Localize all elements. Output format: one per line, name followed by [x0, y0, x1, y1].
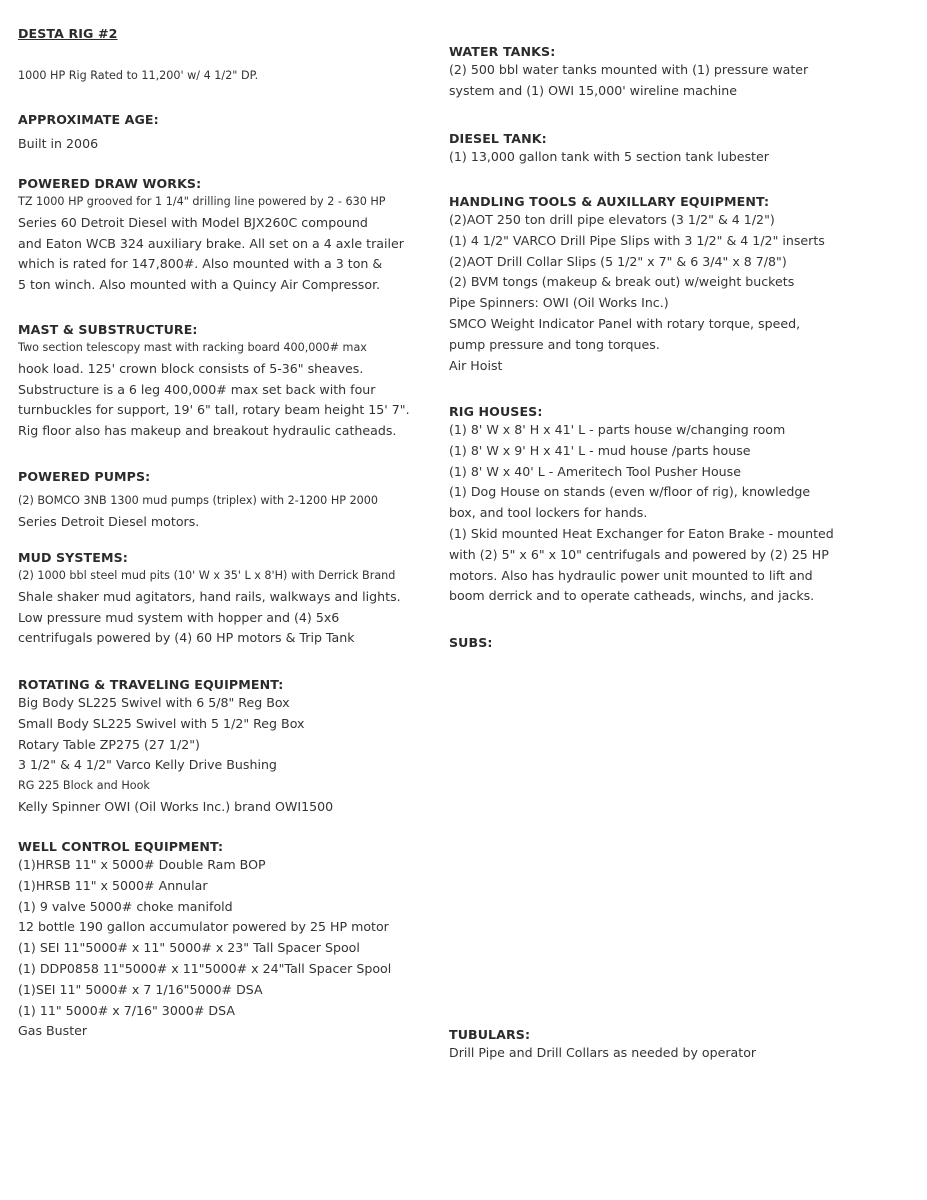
section-heading: WATER TANKS: — [449, 44, 556, 59]
section-line: SMCO Weight Indicator Panel with rotary torque, speed, — [449, 315, 801, 331]
section-line: (1)HRSB 11" x 5000# Annular — [18, 877, 208, 893]
section-line: and Eaton WCB 324 auxiliary brake. All set on a 4 axle trailer — [18, 235, 404, 251]
section-line: Low pressure mud system with hopper and (4) 5x6 — [18, 609, 340, 625]
section-line: pump pressure and tong torques. — [449, 336, 660, 352]
section-heading: ROTATING & TRAVELING EQUIPMENT: — [18, 677, 284, 692]
document-title: DESTA RIG #2 — [18, 26, 118, 41]
section-line: Small Body SL225 Swivel with 5 1/2" Reg Box — [18, 715, 305, 731]
section-line: (1) 9 valve 5000# choke manifold — [18, 898, 233, 914]
section-line: (1) 4 1/2" VARCO Drill Pipe Slips with 3 1/2" & 4 1/2" inserts — [449, 232, 825, 248]
section-line: (1) 8' W x 9' H x 41' L - mud house /parts house — [449, 442, 751, 458]
section-line: system and (1) OWI 15,000' wireline machine — [449, 82, 737, 98]
section-line: Shale shaker mud agitators, hand rails, walkways and lights. — [18, 588, 401, 604]
section-line: Gas Buster — [18, 1023, 88, 1039]
section-line: Substructure is a 6 leg 400,000# max set back with four — [18, 381, 376, 397]
section-diesel-tank — [449, 131, 909, 168]
section-line: (2) BVM tongs (makeup & break out) w/weight buckets — [449, 274, 795, 290]
section-line: 5 ton winch. Also mounted with a Quincy Air Compressor. — [18, 277, 381, 293]
section-line: (1) 13,000 gallon tank with 5 section tank lubester — [449, 149, 769, 164]
section-line: centrifugals powered by (4) 60 HP motors & Trip Tank — [18, 630, 355, 646]
section-line: boom derrick and to operate catheads, winchs, and jacks. — [449, 588, 815, 604]
section-mast-substructure — [18, 322, 428, 442]
rating-section — [18, 66, 428, 87]
title-section — [18, 26, 428, 42]
section-heading: TUBULARS: — [449, 1027, 531, 1042]
section-line: (1) 8' W x 40' L - Ameritech Tool Pusher House — [449, 463, 741, 479]
section-line: Air Hoist — [449, 357, 503, 373]
section-line: (1)HRSB 11" x 5000# Double Ram BOP — [18, 857, 266, 872]
section-mud-systems — [18, 550, 428, 649]
section-line: turnbuckles for support, 19' 6" tall, rotary beam height 15' 7". — [18, 402, 410, 418]
section-rotating-traveling-equipment — [18, 677, 428, 818]
section-line: with (2) 5" x 6" x 10" centrifugals and powered by (2) 25 HP — [449, 546, 829, 562]
section-line: Drill Pipe and Drill Collars as needed by operator — [449, 1045, 757, 1060]
section-line: (1)SEI 11" 5000# x 7 1/16"5000# DSA — [18, 981, 263, 997]
section-water-tanks — [449, 44, 909, 102]
section-line: Pipe Spinners: OWI (Oil Works Inc.) — [449, 295, 669, 311]
section-tubulars — [449, 1027, 909, 1064]
section-heading: APPROXIMATE AGE: — [18, 112, 159, 127]
section-rig-houses — [449, 404, 909, 607]
section-subs — [449, 635, 909, 651]
section-line: which is rated for 147,800#. Also mounted with a 3 ton & — [18, 256, 383, 272]
section-line: motors. Also has hydraulic power unit mounted to lift and — [449, 567, 813, 583]
section-line: (2)AOT Drill Collar Slips (5 1/2" x 7" & 6 3/4" x 8 7/8") — [449, 253, 787, 269]
section-heading: WELL CONTROL EQUIPMENT: — [18, 839, 224, 854]
section-line: Built in 2006 — [18, 136, 99, 151]
section-line: (1) DDP0858 11"5000# x 11"5000# x 24"Tall Spacer Spool — [18, 960, 392, 976]
section-heading: MAST & SUBSTRUCTURE: — [18, 322, 198, 337]
section-line: 3 1/2" & 4 1/2" Varco Kelly Drive Bushing — [18, 757, 277, 773]
section-heading: POWERED PUMPS: — [18, 469, 151, 484]
section-line: (2) BOMCO 3NB 1300 mud pumps (triplex) with 2-1200 HP 2000 — [18, 494, 379, 507]
section-line: (2)AOT 250 ton drill pipe elevators (3 1/2" & 4 1/2") — [449, 212, 775, 227]
section-line: Kelly Spinner OWI (Oil Works Inc.) brand OWI1500 — [18, 798, 334, 814]
section-heading: HANDLING TOOLS & AUXILLARY EQUIPMENT: — [449, 194, 770, 209]
section-line: box, and tool lockers for hands. — [449, 505, 648, 521]
section-handling-tools — [449, 194, 909, 376]
section-line: RG 225 Block and Hook — [18, 779, 150, 793]
section-line: 12 bottle 190 gallon accumulator powered by 25 HP motor — [18, 919, 389, 935]
section-line: (2) 500 bbl water tanks mounted with (1) pressure water — [449, 62, 809, 77]
section-line: Big Body SL225 Swivel with 6 5/8" Reg Box — [18, 695, 290, 710]
section-heading: DIESEL TANK: — [449, 131, 547, 146]
section-line: Rig floor also has makeup and breakout hydraulic catheads. — [18, 423, 397, 439]
section-heading: SUBS: — [449, 635, 493, 650]
section-powered-pumps — [18, 469, 428, 533]
section-line: Two section telescopy mast with racking board 400,000# max — [18, 341, 367, 354]
section-heading: MUD SYSTEMS: — [18, 550, 128, 565]
section-well-control-equipment — [18, 839, 428, 1042]
section-powered-draw-works — [18, 176, 428, 296]
section-line: Rotary Table ZP275 (27 1/2") — [18, 736, 200, 752]
section-line: (1) Skid mounted Heat Exchanger for Eaton Brake - mounted — [449, 525, 834, 541]
rig-rating: 1000 HP Rig Rated to 11,200' w/ 4 1/2" DP. — [18, 69, 259, 82]
section-line: (1) 11" 5000# x 7/16" 3000# DSA — [18, 1002, 235, 1018]
section-heading: RIG HOUSES: — [449, 404, 543, 419]
section-line: (1) SEI 11"5000# x 11" 5000# x 23" Tall Spacer Spool — [18, 940, 360, 956]
section-line: hook load. 125' crown block consists of 5-36" sheaves. — [18, 360, 364, 376]
section-heading: POWERED DRAW WORKS: — [18, 176, 202, 191]
section-approximate-age — [18, 112, 428, 155]
section-line: (1) Dog House on stands (even w/floor of rig), knowledge — [449, 484, 811, 500]
section-line: Series Detroit Diesel motors. — [18, 513, 200, 529]
section-line: (2) 1000 bbl steel mud pits (10' W x 35' L x 8'H) with Derrick Brand — [18, 569, 396, 582]
section-line: (1) 8' W x 8' H x 41' L - parts house w/changing room — [449, 422, 786, 437]
section-line: TZ 1000 HP grooved for 1 1/4" drilling line powered by 2 - 630 HP — [18, 195, 386, 208]
section-line: Series 60 Detroit Diesel with Model BJX260C compound — [18, 214, 368, 230]
